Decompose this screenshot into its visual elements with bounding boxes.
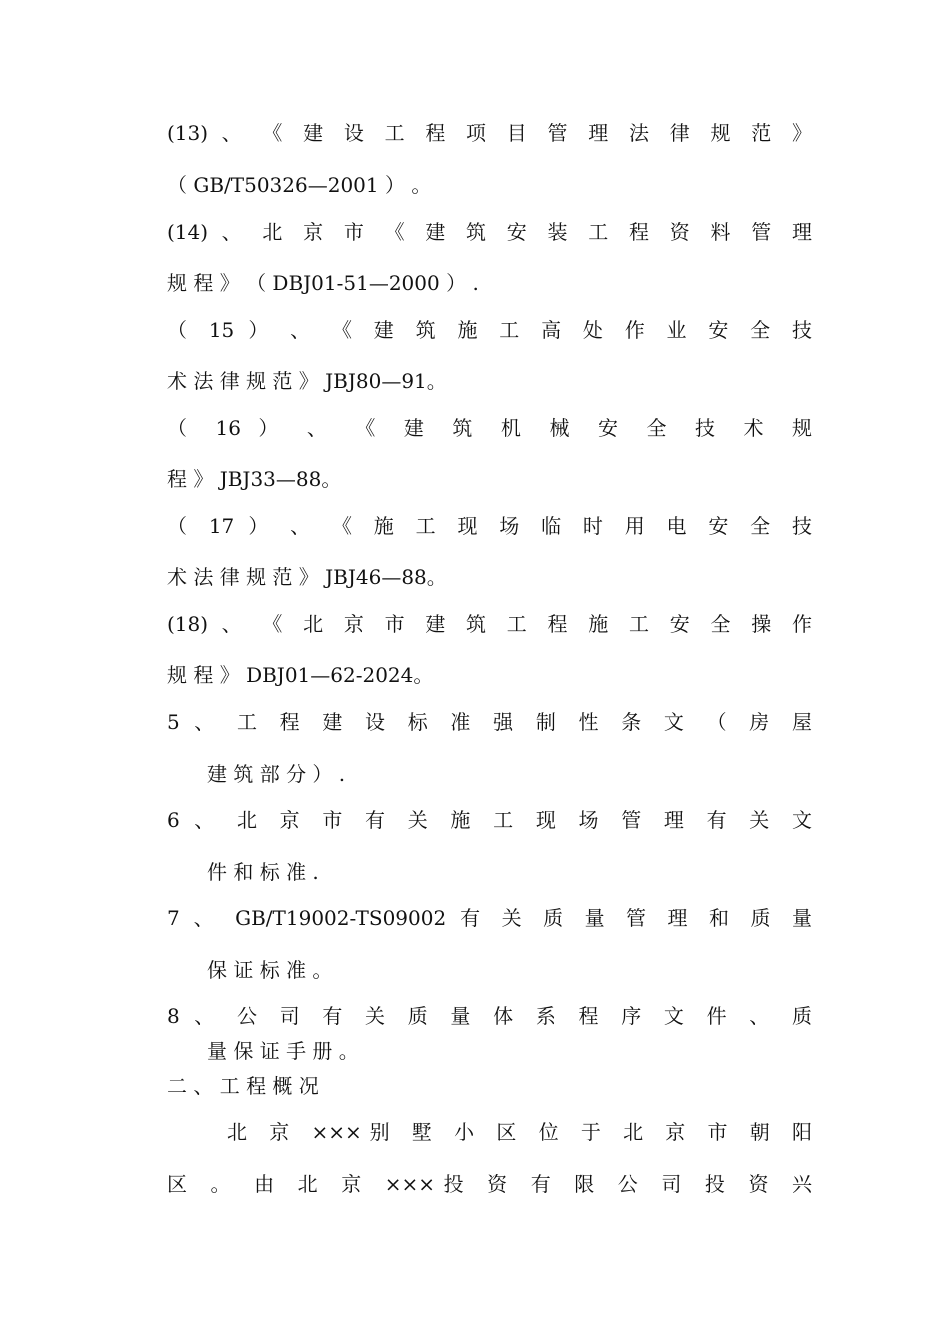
- text-line: 7 、 GB/T19002-TS09002 有 关 质 量 管 理 和 质 量: [167, 906, 812, 930]
- text-line: 8 、 公 司 有 关 质 量 体 系 程 序 文 件 、 质: [167, 1004, 812, 1028]
- text-line: 件 和 标 准 .: [207, 860, 319, 884]
- paragraph-line: 北 京 ×××别 墅 小 区 位 于 北 京 市 朝 阳: [227, 1120, 812, 1144]
- text-line: 保 证 标 准 。: [207, 958, 333, 982]
- text-line: 5 、 工 程 建 设 标 准 强 制 性 条 文 （ 房 屋: [167, 710, 812, 734]
- text-line: (14) 、 北 京 市 《 建 筑 安 装 工 程 资 料 管 理: [167, 220, 812, 244]
- text-line: 6 、 北 京 市 有 关 施 工 现 场 管 理 有 关 文: [167, 808, 812, 832]
- text-line: （ 16 ） 、 《 建 筑 机 械 安 全 技 术 规: [167, 416, 812, 440]
- text-line: 量 保 证 手 册 。: [207, 1039, 359, 1063]
- text-line: 规 程 》 （ DBJ01-51—2000 ） .: [167, 271, 479, 295]
- text-line: (18) 、 《 北 京 市 建 筑 工 程 施 工 安 全 操 作: [167, 612, 812, 636]
- text-line: (13) 、 《 建 设 工 程 项 目 管 理 法 律 规 范 》: [167, 121, 812, 145]
- text-line: 程 》 JBJ33—88。: [167, 467, 342, 491]
- text-line: （ 17 ） 、 《 施 工 现 场 临 时 用 电 安 全 技: [167, 514, 812, 538]
- paragraph-line: 区 。 由 北 京 ×××投 资 有 限 公 司 投 资 兴: [167, 1172, 812, 1196]
- text-line: （ 15 ） 、 《 建 筑 施 工 高 处 作 业 安 全 技: [167, 318, 812, 342]
- text-line: 术 法 律 规 范 》 JBJ46—88。: [167, 565, 447, 589]
- text-line: 建 筑 部 分 ） .: [207, 762, 346, 786]
- section-heading: 二 、 工 程 概 况: [167, 1074, 319, 1098]
- text-line: 规 程 》 DBJ01—62-2024。: [167, 663, 434, 687]
- text-line: 术 法 律 规 范 》 JBJ80—91。: [167, 369, 447, 393]
- text-line: （ GB/T50326—2001 ） 。: [167, 173, 432, 197]
